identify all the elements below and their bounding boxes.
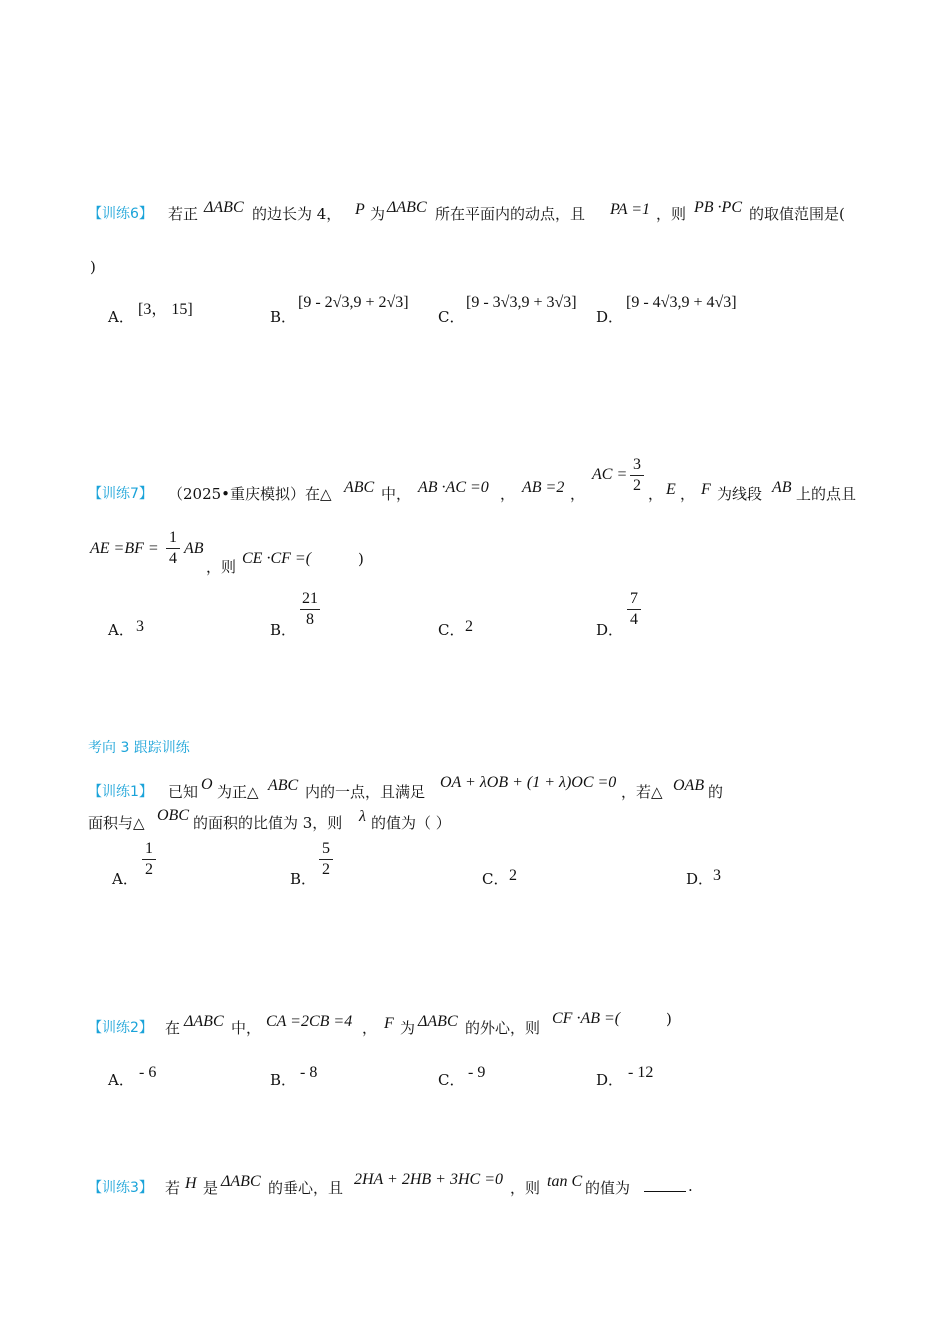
option-d-value: 3 — [713, 867, 721, 884]
problem-3-math: ΔABC — [221, 1173, 261, 1190]
problem-7-math: ABC — [344, 479, 375, 496]
option-a-label: A． — [108, 621, 134, 639]
problem-7-text: ， — [648, 485, 664, 503]
problem-3-text: 若 — [165, 1179, 181, 1197]
problem-1-math: O — [201, 776, 213, 793]
problem-2-text: 为 — [400, 1019, 416, 1037]
problem-1-tag: 【训练1】 — [88, 784, 153, 800]
problem-1-text: 的面积的比值为 3，则 — [193, 814, 343, 832]
fraction-bar — [630, 475, 644, 476]
problem-3-math: 2HA + 2HB + 3HC =0 — [354, 1171, 503, 1188]
fraction-7-4 — [627, 590, 641, 629]
option-a-label: A． — [108, 1071, 134, 1089]
problem-6-text: 的边长为 4， — [252, 205, 342, 223]
fraction-numerator: 1 — [169, 529, 177, 546]
fraction-21-8 — [300, 590, 320, 629]
option-b-label: B． — [270, 308, 297, 326]
problem-7-tag: 【训练7】 — [88, 486, 153, 502]
option-b-label: B． — [270, 621, 297, 639]
problem-6-math: ΔABC — [204, 199, 244, 216]
option-d-label: D． — [596, 621, 624, 639]
fraction-denominator: 4 — [630, 611, 638, 628]
problem-2-text: ， — [362, 1019, 378, 1037]
problem-7-text: ， — [680, 485, 696, 503]
fraction-numerator: 7 — [630, 590, 638, 607]
option-a-value: [3， 15] — [138, 301, 193, 318]
problem-6-math: ΔABC — [387, 199, 427, 216]
problem-7-text: ，则 — [206, 558, 237, 576]
answer-blank[interactable] — [644, 1177, 686, 1196]
problem-7-math: AB ·AC =0 — [418, 479, 489, 496]
problem-3-tag: 【训练3】 — [88, 1180, 153, 1196]
problem-2-text: 的外心，则 — [465, 1019, 541, 1037]
problem-1-math: OA + λOB + (1 + λ)OC =0 — [440, 774, 617, 791]
problem-6-math: PA =1 — [610, 201, 650, 218]
option-d-value: [9 - 4√3,9 + 4√3] — [626, 294, 737, 311]
problem-7-text: ， — [570, 485, 586, 503]
fraction-bar — [300, 609, 320, 610]
option-d-label: D． — [596, 1071, 624, 1089]
problem-3-text: 的垂心，且 — [268, 1179, 344, 1197]
problem-6-math: P — [355, 201, 365, 218]
problem-7-math: AB — [772, 479, 792, 496]
problem-3-math: H — [185, 1175, 197, 1192]
fraction-denominator: 4 — [169, 550, 177, 567]
option-c-label: C． — [482, 870, 509, 888]
problem-3-text: 的值为 — [585, 1179, 631, 1197]
fraction-denominator: 2 — [145, 861, 153, 878]
option-c-label: C． — [438, 621, 465, 639]
problem-7-math: F — [701, 481, 711, 498]
problem-3-text: ，则 — [510, 1179, 541, 1197]
problem-2-text: 中， — [231, 1019, 262, 1037]
problem-6-tag: 【训练6】 — [88, 206, 153, 222]
problem-2-math: ΔABC — [184, 1013, 224, 1030]
problem-2-math: ΔABC — [418, 1013, 458, 1030]
problem-1-math: OBC — [157, 807, 189, 824]
problem-1-math: λ — [359, 808, 366, 825]
problem-1-text: 已知 — [168, 783, 199, 801]
option-b-value: [9 - 2√3,9 + 2√3] — [298, 294, 409, 311]
option-a-value: 3 — [136, 618, 144, 635]
problem-2-text: 在 — [165, 1019, 181, 1037]
problem-1-text: 的值为（ ） — [371, 814, 451, 832]
problem-7-math: E — [666, 481, 676, 498]
option-a-value: - 6 — [139, 1064, 157, 1081]
problem-7-math: CE ·CF =( — [242, 550, 312, 567]
fraction-bar — [627, 609, 641, 610]
problem-6-text: 若正 — [168, 205, 199, 223]
problem-2-text: ) — [666, 1010, 672, 1028]
option-d-label: D． — [686, 870, 714, 888]
option-a-label: A． — [108, 308, 134, 326]
problem-7-math: AC = — [592, 466, 628, 483]
fraction-1-4 — [166, 529, 180, 568]
problem-6-text: ) — [90, 258, 96, 276]
problem-7-math: AE =BF = — [90, 540, 159, 557]
option-a-label: A． — [112, 870, 138, 888]
option-d-value: - 12 — [628, 1064, 654, 1081]
fraction-numerator: 1 — [145, 840, 153, 857]
option-c-value: - 9 — [468, 1064, 486, 1081]
problem-1-math: ABC — [268, 777, 299, 794]
fraction-numerator: 21 — [302, 590, 318, 607]
problem-7-text: ， — [500, 485, 516, 503]
problem-7-math: AB =2 — [522, 479, 565, 496]
fraction-bar — [319, 859, 333, 860]
option-b-value: - 8 — [300, 1064, 318, 1081]
problem-1-text: 的 — [708, 783, 724, 801]
option-c-value: 2 — [465, 618, 473, 635]
option-c-label: C． — [438, 1071, 465, 1089]
fraction-denominator: 8 — [306, 611, 314, 628]
problem-1-text: 内的一点，且满足 — [305, 783, 426, 801]
fraction-3-2 — [630, 456, 644, 495]
option-c-value: 2 — [509, 867, 517, 884]
problem-1-math: OAB — [673, 777, 705, 794]
problem-7-text: （2025•重庆模拟）在△ — [168, 485, 332, 503]
problem-6-text: 为 — [370, 205, 386, 223]
problem-7-text: 上的点且 — [796, 485, 857, 503]
problem-2-tag: 【训练2】 — [88, 1020, 153, 1036]
option-b-label: B． — [270, 1071, 297, 1089]
problem-7-text: 为线段 — [717, 485, 763, 503]
option-c-label: C． — [438, 308, 465, 326]
option-c-value: [9 - 3√3,9 + 3√3] — [466, 294, 577, 311]
fraction-bar — [142, 859, 156, 860]
fraction-numerator: 5 — [322, 840, 330, 857]
problem-6-text: 的取值范围是( — [749, 205, 845, 223]
fraction-denominator: 2 — [633, 477, 641, 494]
problem-7-text: ) — [358, 550, 364, 568]
option-b-label: B． — [290, 870, 317, 888]
problem-1-text: 面积与△ — [88, 814, 145, 832]
problem-2-math: CF ·AB =( — [552, 1010, 621, 1027]
problem-7-text: 中， — [381, 485, 412, 503]
fraction-denominator: 2 — [322, 861, 330, 878]
problem-6-text: ，则 — [656, 205, 687, 223]
problem-3-text: . — [688, 1177, 693, 1195]
fraction-5-2 — [319, 840, 333, 879]
problem-3-text: 是 — [203, 1179, 219, 1197]
fraction-numerator: 3 — [633, 456, 641, 473]
fraction-bar — [166, 548, 180, 549]
problem-6-math: PB ·PC — [694, 199, 742, 216]
problem-1-text: ，若△ — [621, 783, 663, 801]
fraction-1-2 — [142, 840, 156, 879]
problem-7-math: AB — [184, 540, 204, 557]
problem-2-math: F — [384, 1015, 394, 1032]
problem-6-text: 所在平面内的动点，且 — [435, 205, 586, 223]
problem-1-text: 为正△ — [217, 783, 259, 801]
section-heading: 考向 3 跟踪训练 — [88, 740, 190, 756]
option-d-label: D． — [596, 308, 624, 326]
problem-3-math: tan C — [547, 1173, 583, 1190]
problem-2-math: CA =2CB =4 — [266, 1013, 353, 1030]
